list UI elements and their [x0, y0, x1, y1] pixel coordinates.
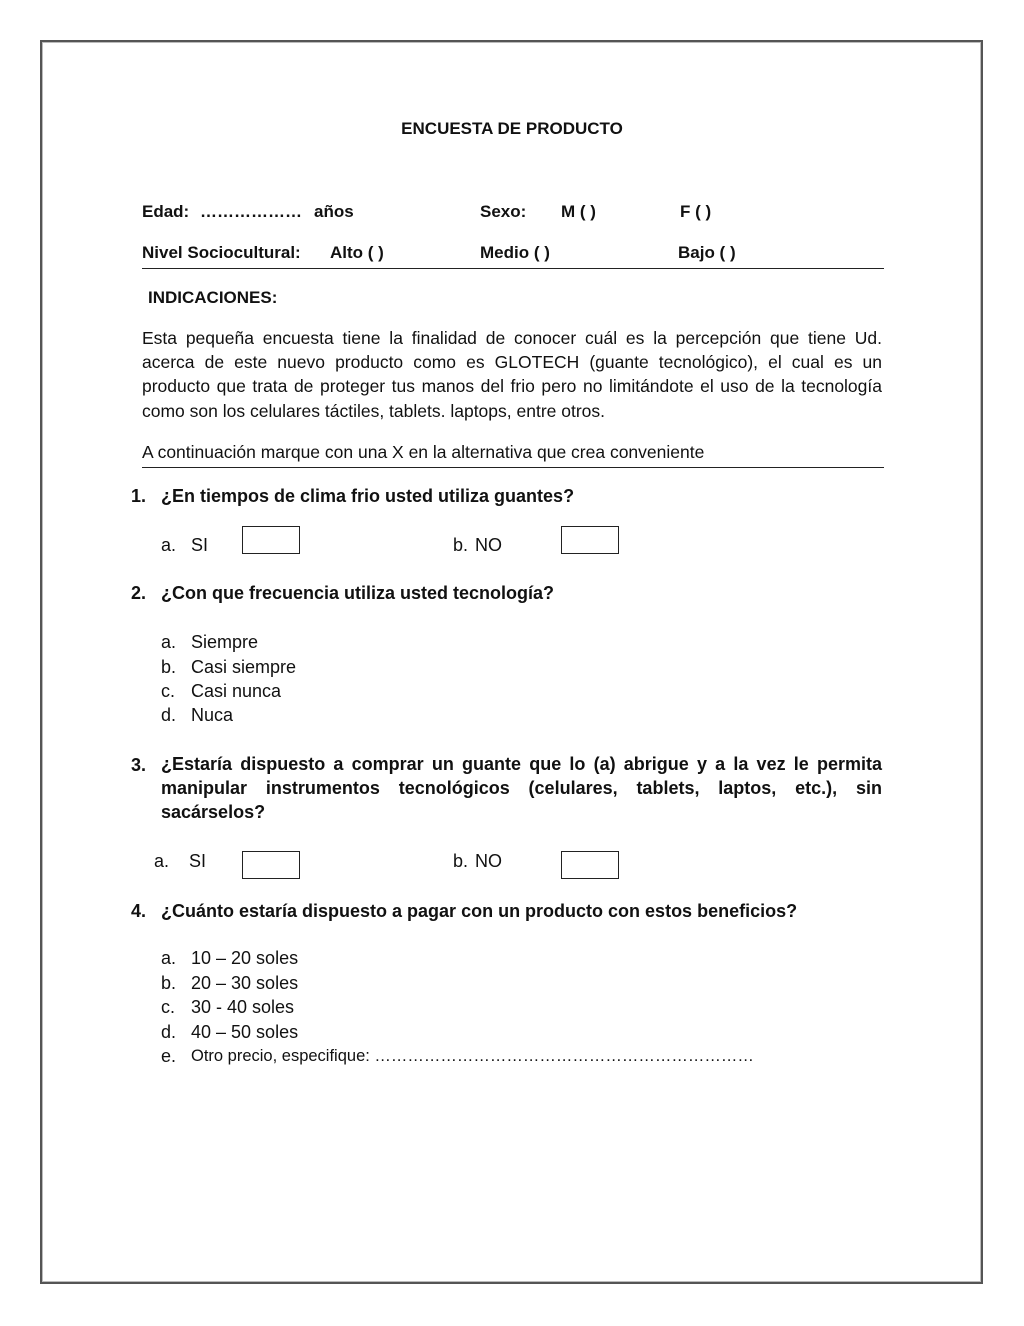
edad-label: Edad: — [142, 202, 190, 221]
instruction-text: A continuación marque con una X en la alternativa que crea conveniente — [142, 442, 705, 462]
q1-option-a-letter: a. — [161, 535, 177, 555]
question-1-text: ¿En tiempos de clima frio usted utiliza guantes? — [161, 486, 575, 506]
q2-option-b-letter: b. — [161, 657, 177, 677]
q2-option-a-label[interactable]: Siempre — [191, 632, 259, 652]
q4-option-c-label[interactable]: 30 - 40 soles — [191, 997, 295, 1017]
q1-option-a-label: SI — [191, 535, 209, 555]
q4-option-b-letter: b. — [161, 973, 177, 993]
instruction-divider — [142, 467, 884, 468]
sexo-label: Sexo: — [480, 202, 527, 221]
question-4-number: 4. — [131, 901, 147, 921]
q3-option-b-label: NO — [475, 851, 502, 871]
q4-option-e-label[interactable]: Otro precio, especifique: …………………………………………………………… — [191, 1047, 754, 1065]
q4-option-d-letter: d. — [161, 1022, 177, 1042]
indicaciones-heading: INDICACIONES: — [148, 288, 278, 307]
q3-option-b-checkbox[interactable] — [561, 851, 619, 879]
q4-option-c-letter: c. — [161, 997, 176, 1017]
page-border — [40, 40, 983, 1284]
q2-option-c-letter: c. — [161, 681, 176, 701]
q1-option-b-label: NO — [475, 535, 502, 555]
q3-option-a-letter: a. — [154, 851, 170, 871]
q2-option-c-label[interactable]: Casi nunca — [191, 681, 282, 701]
q4-option-a-label[interactable]: 10 – 20 soles — [191, 948, 299, 968]
q1-option-b-checkbox[interactable] — [561, 526, 619, 554]
header-divider — [142, 268, 884, 269]
nivel-bajo-option[interactable]: Bajo ( ) — [678, 243, 736, 262]
question-3-number: 3. — [131, 755, 147, 775]
q1-option-a-checkbox[interactable] — [242, 526, 300, 554]
question-2-text: ¿Con que frecuencia utiliza usted tecnología? — [161, 583, 555, 603]
question-3-text: ¿Estaría dispuesto a comprar un guante que lo (a) abrigue y a la vez le permita manipular instrumentos tecnológicos (celulares, tablets, laptos, etc.), sin sacárselos? — [161, 754, 882, 822]
q2-option-d-label[interactable]: Nuca — [191, 705, 234, 725]
q2-option-b-label[interactable]: Casi siempre — [191, 657, 297, 677]
q2-option-d-letter: d. — [161, 705, 177, 725]
q4-option-e-letter: e. — [161, 1046, 177, 1066]
sexo-f-option[interactable]: F ( ) — [680, 202, 712, 221]
edad-blank[interactable]: ……………… — [200, 202, 302, 221]
q3-option-a-label: SI — [189, 851, 207, 871]
nivel-label: Nivel Sociocultural: — [142, 243, 301, 262]
indicaciones-paragraph: Esta pequeña encuesta tiene la finalidad de conocer cuál es la percepción que tiene Ud. acerca de este nuevo producto como es GLOTECH (guante tecnológico), el cual es un producto que trata de proteger tus manos del frio pero no limitándote el uso de la tecnología como son los celulares táctiles, tablets. laptops, entre otros. — [142, 328, 882, 421]
question-4-text: ¿Cuánto estaría dispuesto a pagar con un producto con estos beneficios? — [161, 901, 798, 921]
q1-option-b-letter: b. — [453, 535, 469, 555]
question-2-number: 2. — [131, 583, 147, 603]
q4-option-a-letter: a. — [161, 948, 177, 968]
edad-unit: años — [314, 202, 354, 221]
q4-option-b-label[interactable]: 20 – 30 soles — [191, 973, 299, 993]
q4-option-d-label[interactable]: 40 – 50 soles — [191, 1022, 299, 1042]
q2-option-a-letter: a. — [161, 632, 177, 652]
q3-option-b-letter: b. — [453, 851, 469, 871]
nivel-alto-option[interactable]: Alto ( ) — [330, 243, 384, 262]
question-1-number: 1. — [131, 486, 147, 506]
q3-option-a-checkbox[interactable] — [242, 851, 300, 879]
sexo-m-option[interactable]: M ( ) — [561, 202, 596, 221]
document-title: ENCUESTA DE PRODUCTO — [401, 119, 623, 138]
nivel-medio-option[interactable]: Medio ( ) — [480, 243, 550, 262]
